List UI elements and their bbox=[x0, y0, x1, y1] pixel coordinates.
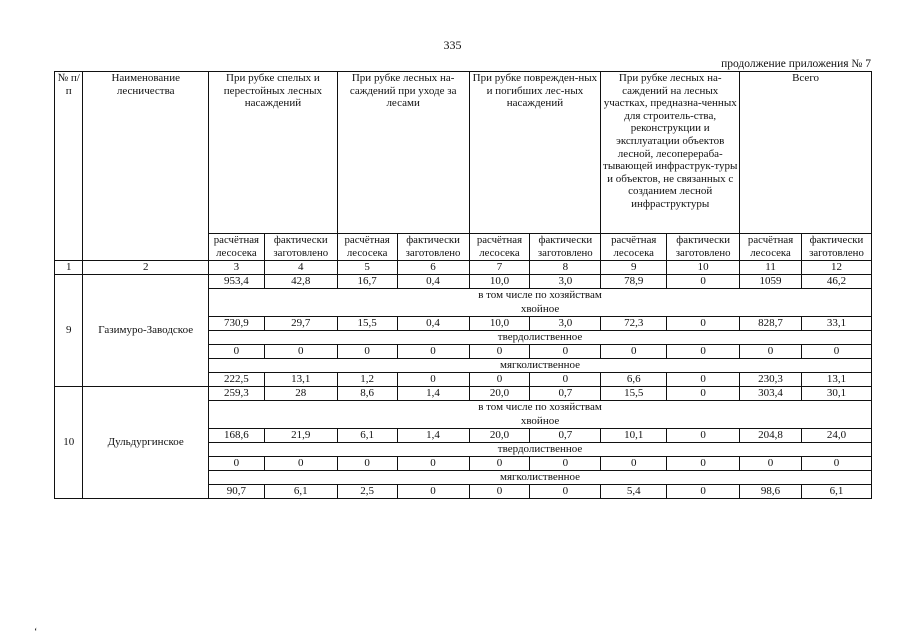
header-infrastructure-felling: При рубке лесных на-саждений на лесных участках, предназна-ченных для строитель-ства, реконструкции и эксплуатации объектов лесной, лесоперераба-тывающей инфраструк-туры и объектов, не связанных с созданием лесной инфраструктуры bbox=[601, 72, 740, 234]
category-label: твердолиственное bbox=[209, 331, 872, 345]
sub-header-actual: фактически заготовлено bbox=[264, 234, 337, 261]
value-cell: 1,4 bbox=[397, 429, 469, 443]
value-cell: 6,1 bbox=[264, 485, 337, 499]
value-cell: 10,1 bbox=[601, 429, 667, 443]
column-number: 10 bbox=[667, 261, 740, 275]
value-cell: 0 bbox=[337, 457, 397, 471]
column-numbers-row bbox=[55, 261, 872, 275]
value-cell: 204,8 bbox=[740, 429, 802, 443]
category-label: в том числе по хозяйствам bbox=[209, 289, 872, 303]
category-label: хвойное bbox=[209, 303, 872, 317]
value-cell: 230,3 bbox=[740, 373, 802, 387]
column-number: 11 bbox=[740, 261, 802, 275]
category-label: твердолиственное bbox=[209, 443, 872, 457]
value-cell: 168,6 bbox=[209, 429, 265, 443]
header-name: Наименование лесничества bbox=[83, 72, 209, 261]
value-cell: 29,7 bbox=[264, 317, 337, 331]
value-cell: 33,1 bbox=[801, 317, 871, 331]
header-total: Всего bbox=[740, 72, 872, 234]
value-cell: 20,0 bbox=[469, 387, 530, 401]
value-cell: 0 bbox=[397, 457, 469, 471]
value-cell: 303,4 bbox=[740, 387, 802, 401]
column-number: 8 bbox=[530, 261, 601, 275]
sub-header-estimated: расчётная лесосека bbox=[740, 234, 802, 261]
header-mature-felling: При рубке спелых и перестойных лесных насаждений bbox=[209, 72, 338, 234]
corner-mark: ‘ bbox=[34, 627, 38, 638]
value-cell: 259,3 bbox=[209, 387, 265, 401]
value-cell: 222,5 bbox=[209, 373, 265, 387]
value-cell: 0 bbox=[469, 345, 530, 359]
sub-header-actual: фактически заготовлено bbox=[801, 234, 871, 261]
value-cell: 21,9 bbox=[264, 429, 337, 443]
value-cell: 0,4 bbox=[397, 275, 469, 289]
value-cell: 0 bbox=[530, 373, 601, 387]
forestry-number: 10 bbox=[55, 387, 83, 499]
column-number: 6 bbox=[397, 261, 469, 275]
value-cell: 0 bbox=[264, 345, 337, 359]
value-cell: 0 bbox=[601, 345, 667, 359]
column-number: 7 bbox=[469, 261, 530, 275]
value-cell: 0 bbox=[397, 373, 469, 387]
value-cell: 0 bbox=[667, 429, 740, 443]
value-cell: 15,5 bbox=[601, 387, 667, 401]
value-cell: 20,0 bbox=[469, 429, 530, 443]
continuation-note: продолжение приложения № 7 bbox=[721, 58, 871, 70]
forestry-number: 9 bbox=[55, 275, 83, 387]
value-cell: 0,7 bbox=[530, 429, 601, 443]
value-cell: 15,5 bbox=[337, 317, 397, 331]
value-cell: 1,4 bbox=[397, 387, 469, 401]
column-number: 4 bbox=[264, 261, 337, 275]
value-cell: 5,4 bbox=[601, 485, 667, 499]
value-cell: 0 bbox=[209, 457, 265, 471]
value-cell: 0 bbox=[601, 457, 667, 471]
category-label: хвойное bbox=[209, 415, 872, 429]
value-cell: 730,9 bbox=[209, 317, 265, 331]
value-cell: 0 bbox=[667, 275, 740, 289]
value-cell: 46,2 bbox=[801, 275, 871, 289]
value-cell: 0 bbox=[667, 387, 740, 401]
value-cell: 13,1 bbox=[264, 373, 337, 387]
value-cell: 0 bbox=[740, 457, 802, 471]
forestry-table bbox=[54, 71, 872, 499]
value-cell: 0,4 bbox=[397, 317, 469, 331]
value-cell: 0 bbox=[530, 345, 601, 359]
page-number: 335 bbox=[443, 38, 462, 52]
sub-header-estimated: расчётная лесосека bbox=[469, 234, 530, 261]
header-care-felling: При рубке лесных на-саждений при уходе за лесами bbox=[337, 72, 469, 234]
sub-header-actual: фактически заготовлено bbox=[397, 234, 469, 261]
value-cell: 953,4 bbox=[209, 275, 265, 289]
value-cell: 6,1 bbox=[337, 429, 397, 443]
value-cell: 13,1 bbox=[801, 373, 871, 387]
value-cell: 98,6 bbox=[740, 485, 802, 499]
forestry-name: Дульдургинское bbox=[83, 387, 209, 499]
category-label: в том числе по хозяйствам bbox=[209, 401, 872, 415]
category-label: мягколиственное bbox=[209, 359, 872, 373]
value-cell: 0 bbox=[740, 345, 802, 359]
value-cell: 1059 bbox=[740, 275, 802, 289]
forestry-name: Газимуро-Заводское bbox=[83, 275, 209, 387]
table-row bbox=[55, 275, 872, 289]
value-cell: 0 bbox=[530, 485, 601, 499]
sub-header-estimated: расчётная лесосека bbox=[209, 234, 265, 261]
value-cell: 78,9 bbox=[601, 275, 667, 289]
value-cell: 0 bbox=[397, 485, 469, 499]
value-cell: 0 bbox=[209, 345, 265, 359]
value-cell: 2,5 bbox=[337, 485, 397, 499]
value-cell: 0 bbox=[397, 345, 469, 359]
value-cell: 10,0 bbox=[469, 275, 530, 289]
value-cell: 0 bbox=[801, 457, 871, 471]
column-number: 2 bbox=[83, 261, 209, 275]
value-cell: 8,6 bbox=[337, 387, 397, 401]
value-cell: 0 bbox=[469, 373, 530, 387]
value-cell: 0,7 bbox=[530, 387, 601, 401]
sub-header-estimated: расчётная лесосека bbox=[601, 234, 667, 261]
value-cell: 1,2 bbox=[337, 373, 397, 387]
value-cell: 16,7 bbox=[337, 275, 397, 289]
header-num: № п/п bbox=[55, 72, 83, 261]
value-cell: 42,8 bbox=[264, 275, 337, 289]
sub-header-actual: фактически заготовлено bbox=[667, 234, 740, 261]
value-cell: 6,1 bbox=[801, 485, 871, 499]
value-cell: 3,0 bbox=[530, 275, 601, 289]
value-cell: 90,7 bbox=[209, 485, 265, 499]
column-number: 3 bbox=[209, 261, 265, 275]
value-cell: 0 bbox=[667, 457, 740, 471]
value-cell: 0 bbox=[469, 457, 530, 471]
value-cell: 0 bbox=[530, 457, 601, 471]
value-cell: 28 bbox=[264, 387, 337, 401]
value-cell: 0 bbox=[337, 345, 397, 359]
value-cell: 0 bbox=[667, 485, 740, 499]
value-cell: 0 bbox=[667, 373, 740, 387]
value-cell: 0 bbox=[667, 345, 740, 359]
value-cell: 10,0 bbox=[469, 317, 530, 331]
sub-header-actual: фактически заготовлено bbox=[530, 234, 601, 261]
value-cell: 0 bbox=[801, 345, 871, 359]
column-number: 9 bbox=[601, 261, 667, 275]
value-cell: 30,1 bbox=[801, 387, 871, 401]
value-cell: 828,7 bbox=[740, 317, 802, 331]
value-cell: 72,3 bbox=[601, 317, 667, 331]
sub-header-estimated: расчётная лесосека bbox=[337, 234, 397, 261]
column-number: 1 bbox=[55, 261, 83, 275]
value-cell: 0 bbox=[264, 457, 337, 471]
value-cell: 0 bbox=[667, 317, 740, 331]
column-number: 5 bbox=[337, 261, 397, 275]
column-number: 12 bbox=[801, 261, 871, 275]
category-label: мягколиственное bbox=[209, 471, 872, 485]
header-damaged-felling: При рубке поврежден-ных и погибших лес-ных насаждений bbox=[469, 72, 601, 234]
value-cell: 3,0 bbox=[530, 317, 601, 331]
value-cell: 6,6 bbox=[601, 373, 667, 387]
table-row bbox=[55, 387, 872, 401]
value-cell: 24,0 bbox=[801, 429, 871, 443]
value-cell: 0 bbox=[469, 485, 530, 499]
